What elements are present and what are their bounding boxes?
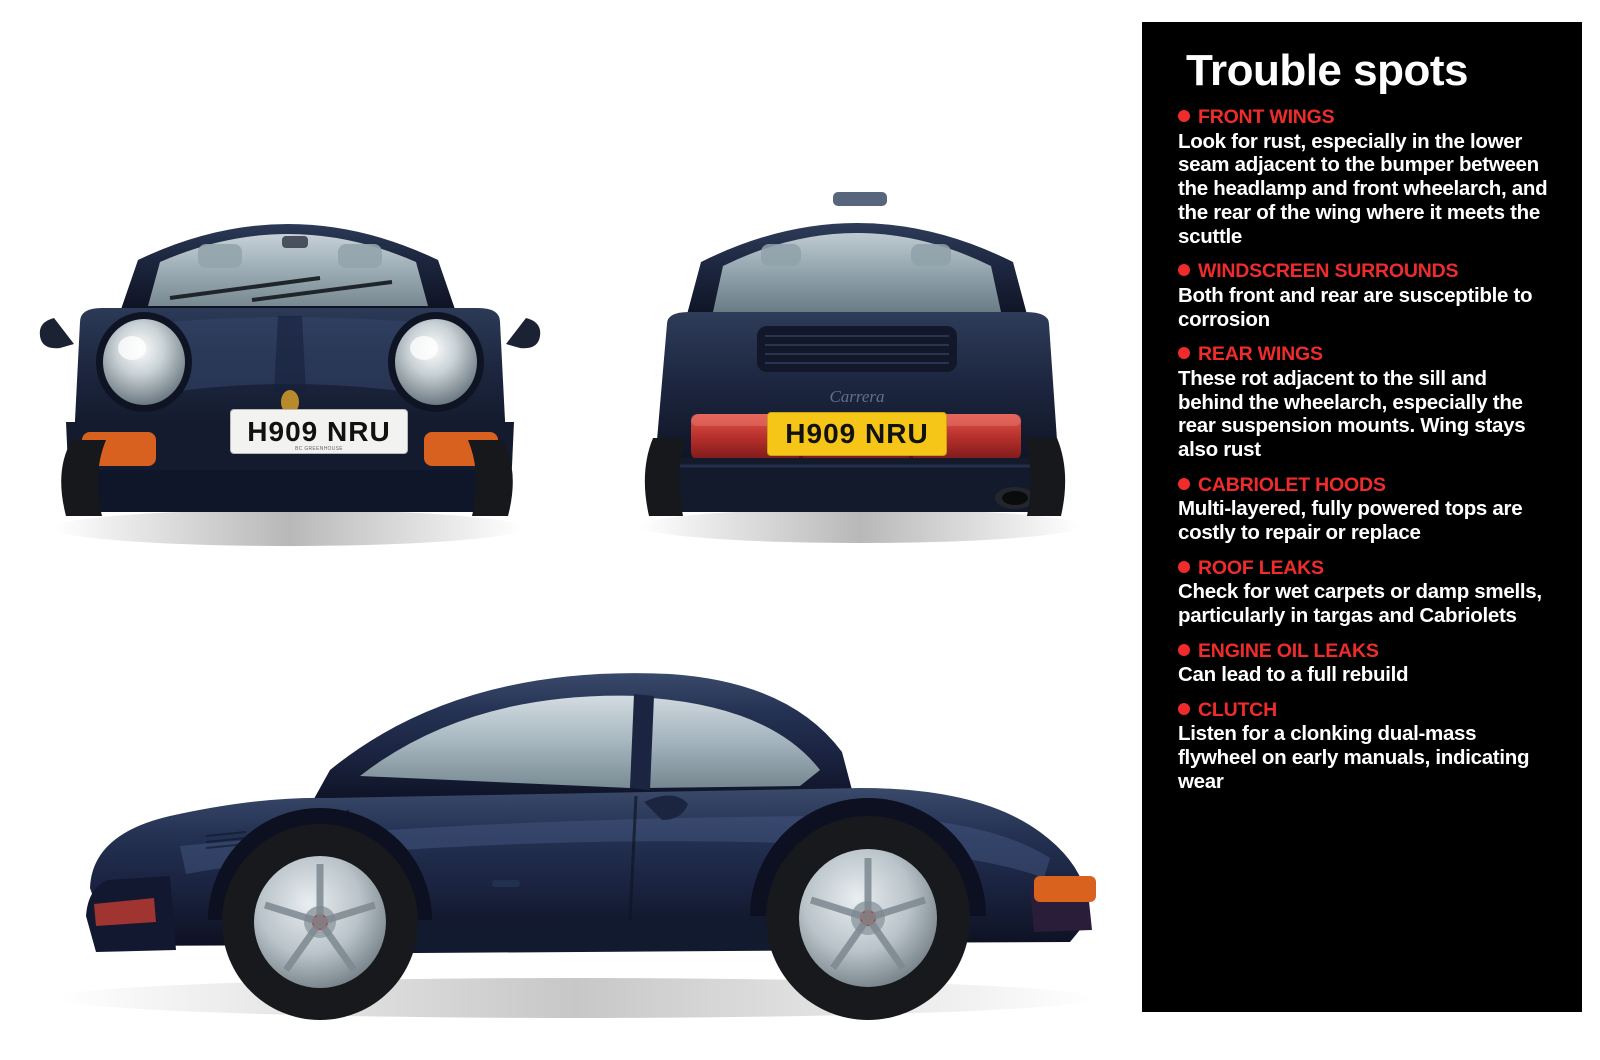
front-plate-text: H909 NRU — [247, 415, 391, 447]
trouble-spot-heading-row — [1178, 699, 1552, 721]
trouble-spot-heading-row — [1178, 343, 1552, 365]
trouble-spot-item — [1178, 699, 1552, 794]
page-title: Trouble spots — [1186, 46, 1468, 95]
trouble-spot-body: Check for wet carpets or damp smells, particularly in targas and Cabriolets — [1178, 580, 1542, 628]
bullet-icon — [1178, 264, 1190, 276]
trouble-spot-heading-row — [1178, 260, 1552, 282]
bullet-icon — [1178, 347, 1190, 359]
trouble-spot-body: Both front and rear are susceptible to corrosion — [1178, 283, 1533, 331]
trouble-spot-item — [1178, 106, 1552, 248]
trouble-spot-item — [1178, 260, 1552, 331]
trouble-spot-item — [1178, 557, 1552, 628]
bullet-icon — [1178, 561, 1190, 573]
trouble-spot-heading-row — [1178, 106, 1552, 128]
trouble-spot-heading: CABRIOLET HOODS — [1198, 473, 1386, 496]
trouble-spot-heading-row — [1178, 640, 1552, 662]
trouble-spot-heading: ROOF LEAKS — [1198, 556, 1324, 579]
trouble-spot-body: Multi-layered, fully powered tops are costly to repair or replace — [1178, 497, 1523, 545]
bullet-icon — [1178, 110, 1190, 122]
trouble-spot-heading: FRONT WINGS — [1198, 106, 1335, 129]
rear-plate-text: H909 NRU — [785, 418, 929, 449]
trouble-spot-item — [1178, 640, 1552, 687]
bullet-icon — [1178, 478, 1190, 490]
bullet-icon — [1178, 703, 1190, 715]
trouble-spot-body: Listen for a clonking dual-mass flywheel on early manuals, indicating wear — [1178, 722, 1530, 793]
trouble-spots-panel — [1142, 22, 1582, 1012]
trouble-spot-body: Look for rust, especially in the lower seam adjacent to the bumper between the headlamp and front wheelarch, and the rear of the wing where it meets the scuttle — [1178, 129, 1548, 248]
trouble-spot-heading: ENGINE OIL LEAKS — [1198, 639, 1379, 662]
trouble-spot-body: Can lead to a full rebuild — [1178, 663, 1409, 687]
bullet-icon — [1178, 644, 1190, 656]
trouble-spot-item — [1178, 343, 1552, 461]
front-number-plate — [230, 409, 408, 454]
trouble-spot-heading: CLUTCH — [1198, 698, 1277, 721]
trouble-spot-item — [1178, 474, 1552, 545]
trouble-spot-heading: WINDSCREEN SURROUNDS — [1198, 260, 1459, 283]
trouble-spot-body: These rot adjacent to the sill and behind the wheelarch, especially the rear suspension mounts. Wing stays also rust — [1178, 366, 1526, 462]
trouble-spot-heading: REAR WINGS — [1198, 343, 1323, 366]
car-photo-front — [20, 140, 560, 560]
rear-number-plate — [767, 412, 947, 456]
car-photo-rear — [605, 140, 1115, 560]
trouble-spot-heading-row — [1178, 557, 1552, 579]
rear-badge-text: Carrera — [829, 387, 885, 406]
car-photo-side — [30, 620, 1120, 1040]
plate-supplier-text: BC GREENHOUSE — [295, 446, 343, 452]
trouble-spot-heading-row — [1178, 474, 1552, 496]
